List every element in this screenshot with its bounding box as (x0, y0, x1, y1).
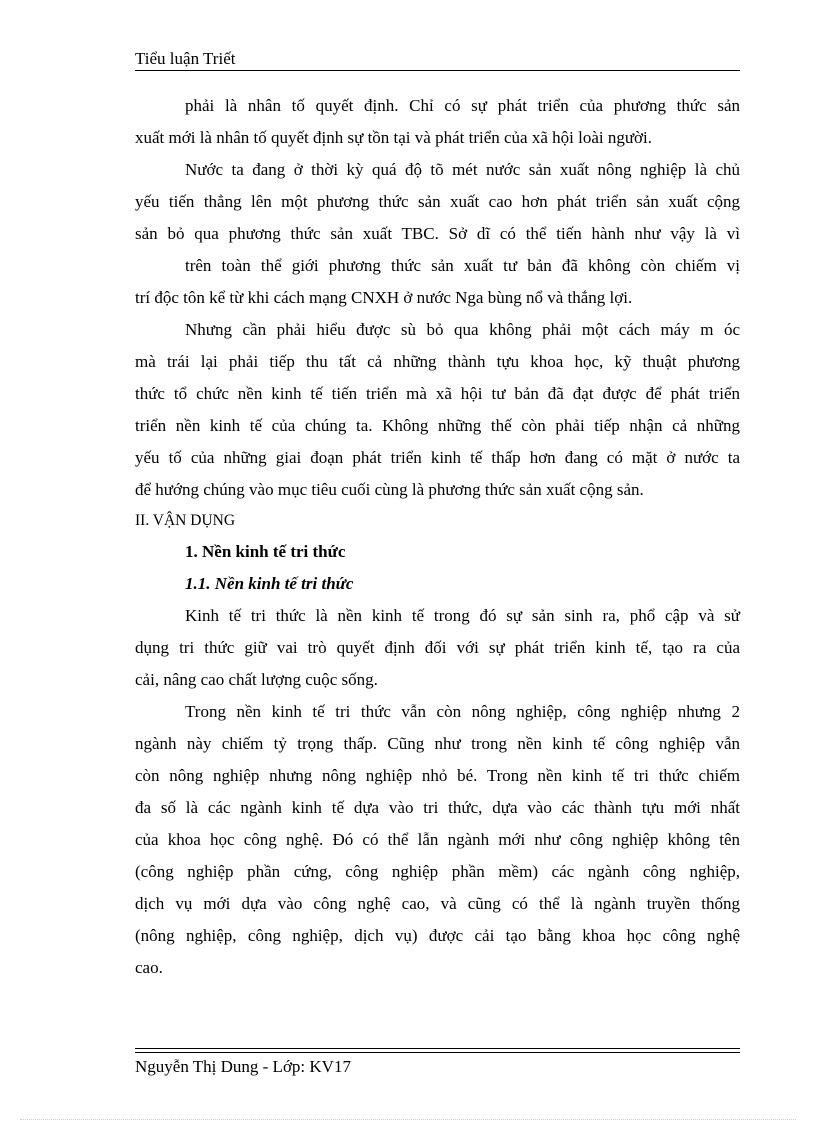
page-footer-author: Nguyễn Thị Dung - Lớp: KV17 (135, 1057, 351, 1076)
text-line: cao. (135, 958, 163, 977)
text-line: mà trái lại phải tiếp thu tất cả những thành tựu khoa học, kỹ thuật phương (135, 352, 740, 371)
text-line: dịch vụ mới dựa vào công nghệ cao, và cũng có thể là ngành truyền thống (135, 894, 740, 913)
text-line: của khoa học công nghệ. Đó có thể lẫn ngành mới như công nghiệp không tên (135, 830, 740, 849)
text-line: (công nghiệp phần cứng, công nghiệp phần mềm) các ngành công nghiệp, (135, 862, 740, 881)
text-line: ngành này chiếm tỷ trọng thấp. Cũng như trong nền kinh tế công nghiệp vẫn (135, 734, 740, 753)
text-line: Nước ta đang ở thời kỳ quá độ tõ mét nước sản xuất nông nghiệp là chủ (185, 160, 740, 179)
page-header-title: Tiểu luận Triết (135, 49, 236, 68)
footer-divider (135, 1048, 740, 1049)
text-line: sản bỏ qua phương thức sản xuất TBC. Sở dĩ có thể tiến hành như vậy là vì (135, 224, 740, 243)
text-line: yếu tố của những giai đoạn phát triển kinh tế thấp hơn đang có mặt ở nước ta (135, 448, 740, 467)
section-heading: II. VẬN DỤNG (135, 512, 236, 529)
page-edge (20, 1119, 796, 1120)
footer-divider (135, 1052, 740, 1053)
text-line: dụng tri thức giữ vai trò quyết định đối với sự phát triển kinh tế, tạo ra của (135, 638, 740, 657)
text-line: phải là nhân tố quyết định. Chỉ có sự phát triển của phương thức sản (185, 96, 740, 115)
document-body (135, 90, 740, 984)
text-line: Nhưng cần phải hiểu được sù bỏ qua không phải một cách máy m óc (185, 320, 740, 339)
text-line: yếu tiến thẳng lên một phương thức sản xuất cao hơn phát triển sản xuất cộng (135, 192, 740, 211)
text-line: để hướng chúng vào mục tiêu cuối cùng là phương thức sản xuất cộng sản. (135, 480, 644, 499)
subsubheading: 1.1. Nền kinh tế tri thức (185, 574, 354, 593)
text-line: triển nền kinh tế của chúng ta. Không những thế còn phải tiếp nhận cả những (135, 416, 740, 435)
text-line: cải, nâng cao chất lượng cuộc sống. (135, 670, 378, 689)
text-line: Trong nền kinh tế tri thức vẫn còn nông nghiệp, công nghiệp nhưng 2 (185, 702, 740, 721)
text-line: Kinh tế tri thức là nền kinh tế trong đó sự sản sinh ra, phổ cập và sử (185, 606, 740, 625)
text-line: còn nông nghiệp nhưng nông nghiệp nhỏ bé. Trong nền kinh tế tri thức chiếm (135, 766, 740, 785)
subheading: 1. Nền kinh tế tri thức (185, 542, 346, 561)
text-line: trên toàn thể giới phương thức sản xuất tư bản đã không còn chiếm vị (185, 256, 740, 275)
text-line: trí độc tôn kể từ khi cách mạng CNXH ở nước Nga bùng nổ và thắng lợi. (135, 288, 633, 307)
text-line: xuất mới là nhân tố quyết định sự tồn tại và phát triển của xã hội loài người. (135, 128, 653, 147)
text-line: thức tổ chức nền kinh tế tiến triển mà xã hội tư bản đã đạt được để phát triển (135, 384, 740, 403)
text-line: đa số là các ngành kinh tế dựa vào tri thức, dựa vào các thành tựu mới nhất (135, 798, 740, 817)
text-line: (nông nghiệp, công nghiệp, dịch vụ) được cải tạo bằng khoa học công nghệ (135, 926, 740, 945)
header-divider (135, 70, 740, 71)
